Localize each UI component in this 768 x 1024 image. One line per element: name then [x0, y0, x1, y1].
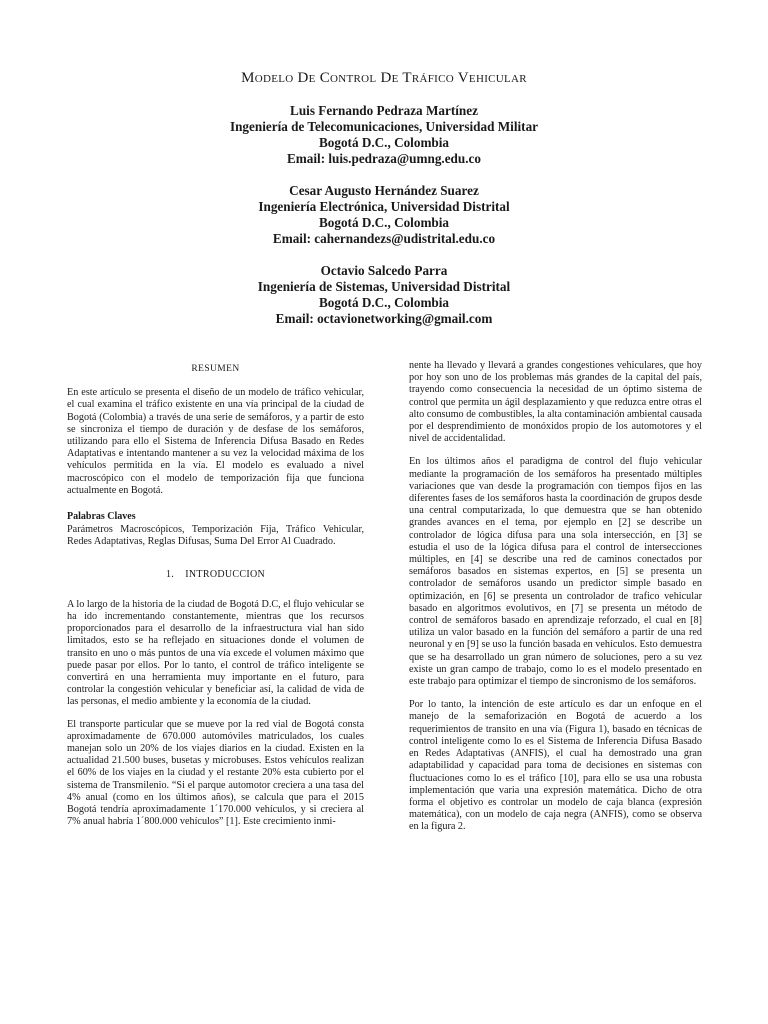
introduction-heading: 1. INTRODUCCION: [165, 568, 265, 580]
left-column: [67, 360, 364, 839]
author-affiliation: Ingeniería Electrónica, Universidad Distrital: [258, 199, 510, 214]
author-email: Email: octavionetworking@gmail.com: [275, 311, 493, 326]
author-block: [0, 103, 768, 343]
intro-paragraph-4: En los últimos años el paradigma de control del flujo vehicular mediante la programación de los semáforos ha presentado múltiples variaciones que van desde la programación con tiempos fijos en las diferentes fases de los semáforos hasta la coordinación de grupos desde una central computarizada, lo que demuestra que se han obtenido grandes avances en el tema, por ejemplo en [2] se describe un controlador de lógica difusa para una sola intersección, en [3] se estudia el uso de la lógica difusa para el control de intersecciones múltiples, en [4] se describe una red de caminos conectados por semáforos basados en sistemas expertos, en [5] se presenta un controlador de semáforos usando un predictor simple basado en optimización, en [6] se presenta un controlador de trafico vehicular basado en algoritmos evolutivos, en [7] se presenta un método de control de semáforos basado en aprendizaje reforzado, el cual en [8] utiliza un valor basado en la función del semáforo a partir de una red neuronal y en [9] se uso la función basada en vehículos. Esto demuestra que se ha desarrollado un gran número de soluciones, pero a su vez existe un gran campo de trabajo, como lo es el modelo presentado en este trabajo para optimizar el tiempo de sincronismo de los semáforos.: [409, 456, 702, 688]
author-name: Octavio Salcedo Parra: [320, 263, 448, 278]
author-name: Cesar Augusto Hernández Suarez: [289, 183, 479, 198]
author-1: [0, 103, 768, 167]
author-location: Bogotá D.C., Colombia: [318, 215, 450, 230]
intro-paragraph-1: A lo largo de la historia de la ciudad de Bogotá D.C, el flujo vehicular se ha ido incrementando constantemente, mientras que los recursos proporcionados para el desarrollo de la infraestructura vial han sido limitados, esto se ha reflejado en situaciones donde el volumen de transito en uno o más puntos de una vía excede el volumen máximo que puede pasar por ellos. Por lo tanto, el control de tráfico inteligente se convertirá en una herramienta muy importante en el futuro, para controlar la congestión vehicular y beneficiar así, la calidad de vida de las personas, el medio ambiente y la economía de la ciudad.: [67, 598, 364, 708]
keywords-heading: Palabras Claves: [67, 511, 136, 523]
keywords-text: Parámetros Macroscópicos, Temporización Fija, Tráfico Vehicular, Redes Adaptativas, Reglas Difusas, Suma Del Error Al Cuadrado.: [67, 524, 364, 548]
author-email: Email: luis.pedraza@umng.edu.co: [287, 151, 481, 166]
author-location: Bogotá D.C., Colombia: [318, 295, 450, 310]
abstract-text: En este artículo se presenta el diseño de un modelo de tráfico vehicular, el cual examina el tráfico existente en una vía principal de la ciudad de Bogotá (Colombia) a través de una serie de semáforos, y a partir de esto se sincroniza el tiempo de duración y de desfase de los semáforos, utilizando para ello el Sistema de Inferencia Difusa Basado en Redes Adaptativas e intentando mantener a su vez la velocidad máxima de los vehículos permitida en la vía. El modelo es evaluado a nivel macroscópico con el modelo de temporización fija que funciona actualmente en Bogotá.: [67, 387, 364, 496]
abstract-heading: RESUMEN: [191, 364, 240, 374]
author-email: Email: cahernandezs@udistrital.edu.co: [272, 231, 496, 246]
intro-paragraph-2: El transporte particular que se mueve por la red vial de Bogotá consta aproximadamente de 670.000 automóviles matriculados, los cuales manejan solo un 20% de los viajes diarios en la ciudad. Existen en la actualidad 21.500 buses, busetas y microbuses. Estos vehículos realizan el 60% de los viajes en la ciudad y el restante 20% esta cubierto por el sistema de Transmilenio. “Si el parque automotor creciera a una tasa del 4% anual (como en los últimos años), se calcula que para el 2015 Bogotá tendría aproximadamente 1´170.000 vehículos, y si creciera al 7% anual habría 1´800.000 vehículos” [1]. Este crecimiento inmi-: [67, 718, 364, 828]
author-name: Luis Fernando Pedraza Martínez: [290, 103, 478, 118]
author-3: [0, 263, 768, 327]
author-location: Bogotá D.C., Colombia: [318, 135, 450, 150]
author-affiliation: Ingeniería de Sistemas, Universidad Distrital: [257, 279, 511, 294]
right-column: [409, 360, 702, 845]
author-affiliation: Ingeniería de Telecomunicaciones, Universidad Militar: [229, 119, 539, 134]
paper-title: Modelo De Control De Tráfico Vehicular: [241, 70, 527, 86]
author-2: [0, 183, 768, 247]
intro-paragraph-5: Por lo tanto, la intención de este artículo es dar un enfoque en el manejo de la semaforización en Bogotá de acuerdo a los requerimientos de transito en una vía (Figura 1), basado en técnicas de control inteligente como lo es el Sistema de Inferencia Difusa Basado en Redes Adaptativas (ANFIS), el cual ha demostrado una gran adaptabilidad y capacidad para toma de decisiones en sistemas con fluctuaciones como lo es el tráfico [10], para ello se usa una robusta implementación que varia una expresión matemática. Dicho de otra forma el objetivo es controlar un modelo de caja blanca (expresión matemática), con un modelo de caja negra (ANFIS), como se observa en la figura 2.: [409, 699, 702, 833]
intro-paragraph-3: nente ha llevado y llevará a grandes congestiones vehiculares, que hoy por hoy son uno de los problemas más grandes de la capital del país, trayendo como consecuencia la necesidad de un óptimo sistema de control que permita un ágil desplazamiento y que reduzca entre otras el alto consumo de combustibles, la alta contaminación ambiental causada por el desprendimiento de monóxidos propio de los automotores y el nivel de accidentalidad.: [409, 360, 702, 445]
